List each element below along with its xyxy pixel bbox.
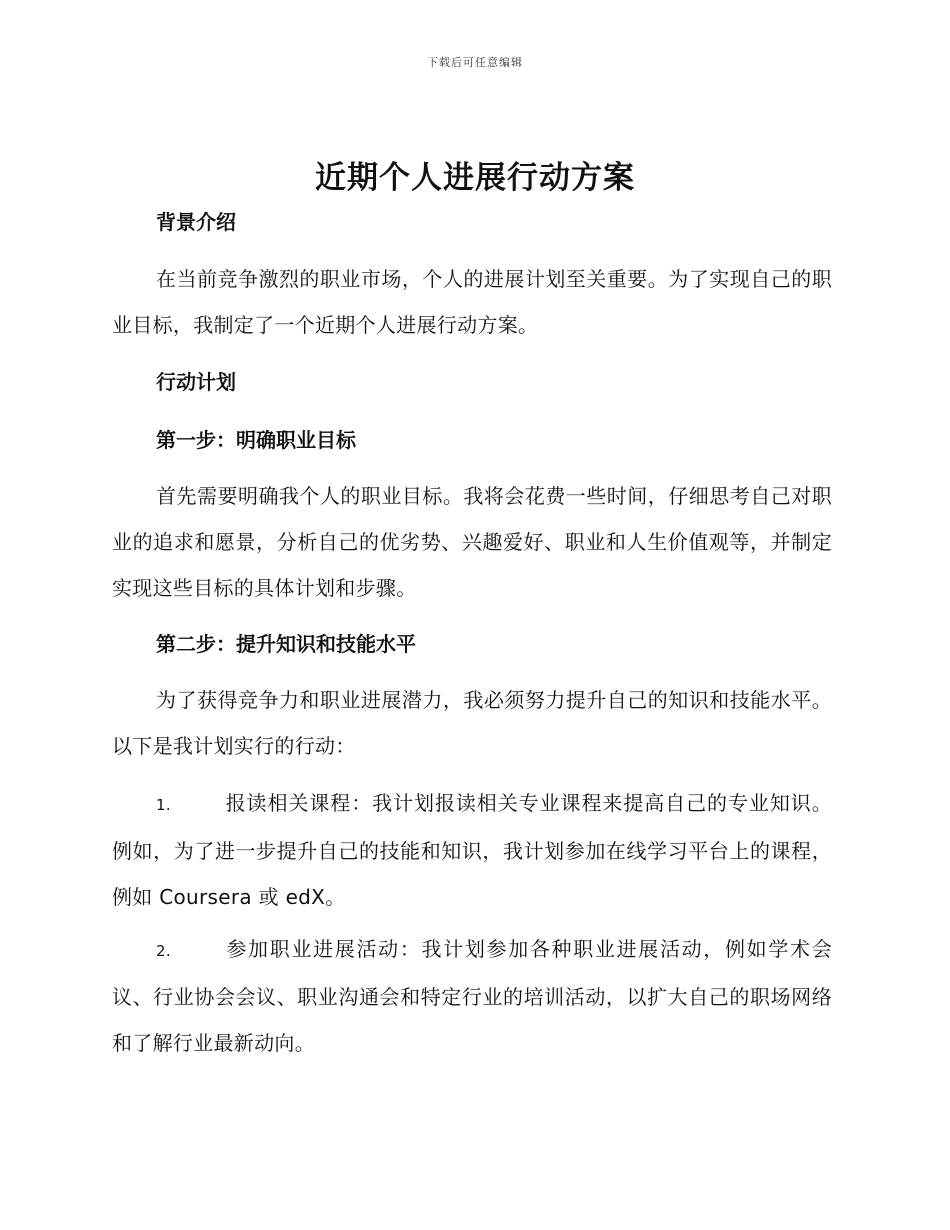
list-item-number: 2. [156,942,171,960]
list-item-text: 参加职业进展活动：我计划参加各种职业进展活动，例如学术会议、行业协会会议、职业沟通会和特定行业的培训活动，以扩大自己的职场网络和了解行业最新动向。 [112,937,832,1055]
step2-paragraph: 为了获得竞争力和职业进展潜力，我必须努力提升自己的知识和技能水平。以下是我计划实行的行动： [112,688,832,758]
step1-heading: 第一步：明确职业目标 [156,428,356,452]
header-note: 下载后可任意编辑 [427,56,523,69]
background-heading: 背景介绍 [156,210,236,234]
step1-paragraph: 首先需要明确我个人的职业目标。我将会花费一些时间，仔细思考自己对职业的追求和愿景，分析自己的优劣势、兴趣爱好、职业和人生价值观等，并制定实现这些目标的具体计划和步骤。 [112,484,832,600]
step2-heading: 第二步：提升知识和技能水平 [156,632,416,656]
list-item-text: 报读相关课程：我计划报读相关专业课程来提高自己的专业知识。例如，为了进一步提升自己的技能和知识，我计划参加在线学习平台上的课程，例如 Coursera 或 edX。 [112,791,832,909]
background-paragraph: 在当前竞争激烈的职业市场，个人的进展计划至关重要。为了实现自己的职业目标，我制定了一个近期个人进展行动方案。 [112,267,832,337]
list-item [112,780,832,920]
list-item-number: 1. [156,796,171,814]
document-title: 近期个人进展行动方案 [315,160,635,196]
action-plan-heading: 行动计划 [156,370,236,394]
list-item [112,926,832,1066]
